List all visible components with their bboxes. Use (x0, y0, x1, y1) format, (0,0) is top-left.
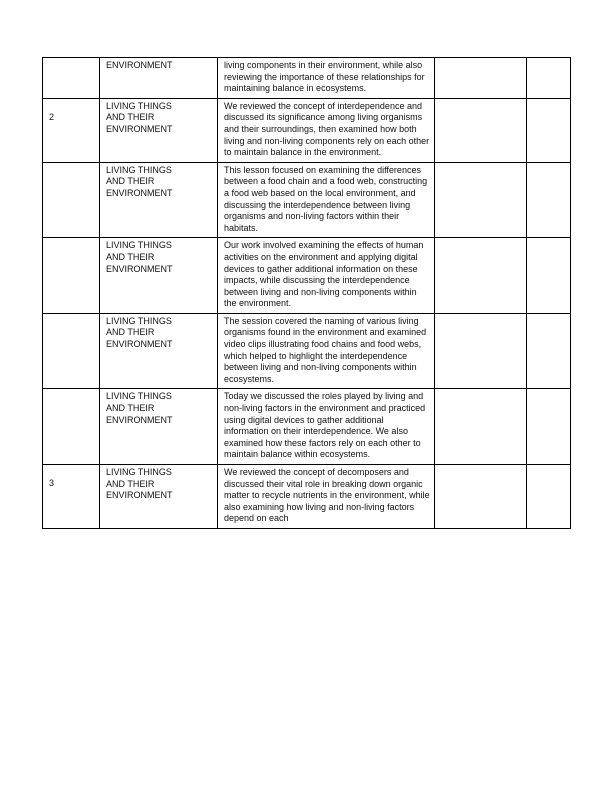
topic-cell (100, 98, 218, 162)
blank-cell-b (527, 98, 571, 162)
topic-cell (100, 162, 218, 238)
topic-line: ENVIRONMENT (106, 263, 173, 274)
topic-line: ENVIRONMENT (106, 187, 173, 198)
topic-line: AND THEIR (106, 478, 155, 489)
lesson-description: We reviewed the concept of interdependence and discussed its significance among living organisms and their surroundings, then examined how both living and non-living components rely on each other to maintain balance in the environment. (224, 100, 430, 158)
topic-line: LIVING THINGS (106, 467, 172, 477)
blank-cell-b (527, 313, 571, 389)
blank-cell-a (435, 98, 527, 162)
blank-cell-b (527, 389, 571, 465)
blank-cell-b (527, 58, 571, 99)
topic-line: ENVIRONMENT (106, 60, 173, 70)
blank-cell-b (527, 162, 571, 238)
topic-line: LIVING THINGS (106, 315, 172, 326)
week-cell (43, 162, 100, 238)
week-cell (43, 238, 100, 314)
table-row (43, 98, 571, 162)
lesson-description: The session covered the naming of various living organisms found in the environment and examined video clips illustrating food chains and food webs, which helped to highlight the interdependence between living and non-living components within ecosystems. (224, 315, 427, 384)
lesson-description: This lesson focused on examining the differences between a food chain and a food web, constructing a food web based on the local environment, and discussing the interdependence between living organisms and non-living factors within their habitats. (224, 164, 428, 233)
blank-cell-a (435, 58, 527, 99)
topic-line: LIVING THINGS (106, 100, 172, 111)
table-row (43, 162, 571, 238)
table-row (43, 389, 571, 465)
topic-line: AND THEIR (106, 176, 155, 187)
week-cell (43, 465, 100, 529)
week-cell (43, 58, 100, 99)
lesson-description: We reviewed the concept of decomposers and discussed their vital role in breaking down organic matter to recycle nutrients in the environment, while also examining how living and non-living factors depend on each (224, 467, 430, 524)
topic-line: ENVIRONMENT (106, 339, 173, 350)
topic-cell (100, 465, 218, 529)
table-row (43, 313, 571, 389)
topic-line: AND THEIR (106, 112, 155, 123)
description-cell (218, 58, 435, 99)
table-row (43, 58, 571, 99)
topic-cell (100, 313, 218, 389)
lesson-log-table (42, 57, 571, 529)
blank-cell-a (435, 162, 527, 238)
description-cell (218, 389, 435, 465)
lesson-description: Today we discussed the roles played by living and non-living factors in the environment and practiced using digital devices to gather additional information on their interdependence. We also examined how these factors rely on each other to maintain balance within ecosystems. (224, 391, 426, 460)
description-cell (218, 313, 435, 389)
blank-cell-a (435, 238, 527, 314)
topic-cell (100, 238, 218, 314)
week-number: 2 (49, 111, 55, 122)
week-cell (43, 389, 100, 465)
blank-cell-a (435, 313, 527, 389)
table-row (43, 238, 571, 314)
topic-cell (100, 58, 218, 99)
week-number: 3 (49, 478, 55, 488)
topic-line: LIVING THINGS (106, 240, 172, 251)
topic-line: LIVING THINGS (106, 391, 172, 402)
topic-cell (100, 389, 218, 465)
week-cell (43, 98, 100, 162)
description-cell (218, 465, 435, 529)
topic-line: ENVIRONMENT (106, 490, 173, 501)
topic-line: AND THEIR (106, 251, 155, 262)
blank-cell-b (527, 465, 571, 529)
week-cell (43, 313, 100, 389)
topic-line: LIVING THINGS (106, 164, 172, 175)
topic-line: AND THEIR (106, 403, 155, 414)
blank-cell-a (435, 465, 527, 529)
topic-line: ENVIRONMENT (106, 414, 173, 425)
description-cell (218, 98, 435, 162)
lesson-description: Our work involved examining the effects of human activities on the environment and applying digital devices to gather additional information on these impacts, while discussing the interdependence between living and non-living components within the environment. (224, 240, 424, 309)
blank-cell-b (527, 238, 571, 314)
topic-line: AND THEIR (106, 327, 155, 338)
blank-cell-a (435, 389, 527, 465)
table-row (43, 465, 571, 529)
lesson-log-rows (43, 58, 571, 529)
lesson-description: living components in their environment, while also reviewing the importance of these relationships for maintaining balance in ecosystems. (224, 60, 425, 94)
description-cell (218, 238, 435, 314)
topic-line: ENVIRONMENT (106, 123, 173, 134)
description-cell (218, 162, 435, 238)
